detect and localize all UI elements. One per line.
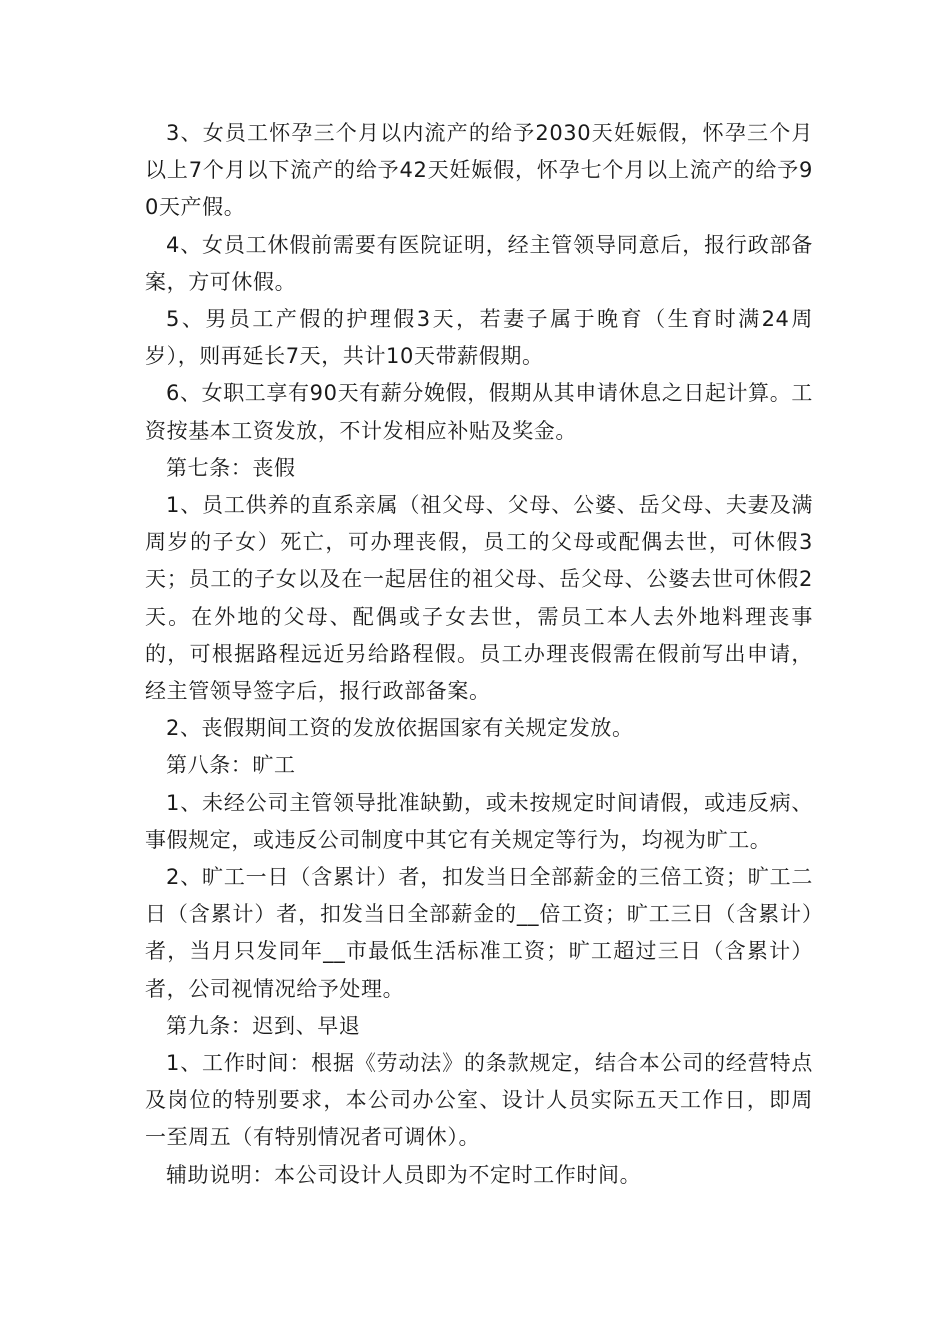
section-heading-article-7: 第七条：丧假: [166, 455, 296, 480]
paragraph-5-paternity-leave: 5、男员工产假的护理假3天，若妻子属于晚育（生育时满24周岁），则再延长7天，共计10天带薪假期。: [145, 307, 813, 369]
paragraph-4-leave-certificate: 4、女员工休假前需要有医院证明，经主管领导同意后，报行政部备案，方可休假。: [145, 232, 813, 294]
paragraph-3-miscarriage-leave: 3、女员工怀孕三个月以内流产的给予2030天妊娠假，怀孕三个月以上7个月以下流产的给予42天妊娠假，怀孕七个月以上流产的给予90天产假。: [145, 121, 813, 220]
paragraph-9-1-working-hours: 1、工作时间：根据《劳动法》的条款规定，结合本公司的经营特点及岗位的特别要求，本公司办公室、设计人员实际五天工作日，即周一至周五（有特别情况者可调休）。: [145, 1051, 813, 1150]
paragraph-7-2-bereavement-pay: 2、丧假期间工资的发放依据国家有关规定发放。: [166, 716, 634, 741]
paragraph-7-1-bereavement-leave: 1、员工供养的直系亲属（祖父母、父母、公婆、岳父母、夫妻及满周岁的子女）死亡，可办理丧假，员工的父母或配偶去世，可休假3天；员工的子女以及在一起居住的祖父母、岳父母、公婆去世可休假2天。在外地的父母、配偶或子女去世，需员工本人去外地料理丧事的，可根据路程远近另给路程假。员工办理丧假需在假前写出申请，经主管领导签字后，报行政部备案。: [145, 493, 813, 704]
paragraph-8-1-absenteeism-definition: 1、未经公司主管领导批准缺勤，或未按规定时间请假，或违反病、事假规定，或违反公司制度中其它有关规定等行为，均视为旷工。: [145, 790, 813, 852]
paragraph-supplementary-note: 辅助说明：本公司设计人员即为不定时工作时间。: [166, 1162, 642, 1187]
section-heading-article-9: 第九条：迟到、早退: [166, 1013, 361, 1038]
paragraph-6-maternity-leave: 6、女职工享有90天有薪分娩假，假期从其申请休息之日起计算。工资按基本工资发放，不计发相应补贴及奖金。: [145, 381, 813, 443]
section-heading-article-8: 第八条：旷工: [166, 753, 296, 778]
paragraph-8-2-absenteeism-penalty: 2、旷工一日（含累计）者，扣发当日全部薪金的三倍工资；旷工二日（含累计）者，扣发当日全部薪金的__倍工资；旷工三日（含累计）者，当月只发同年__市最低生活标准工资；旷工超过三日（含累计）者，公司视情况给予处理。: [145, 865, 813, 1001]
document-body: [145, 115, 813, 1194]
